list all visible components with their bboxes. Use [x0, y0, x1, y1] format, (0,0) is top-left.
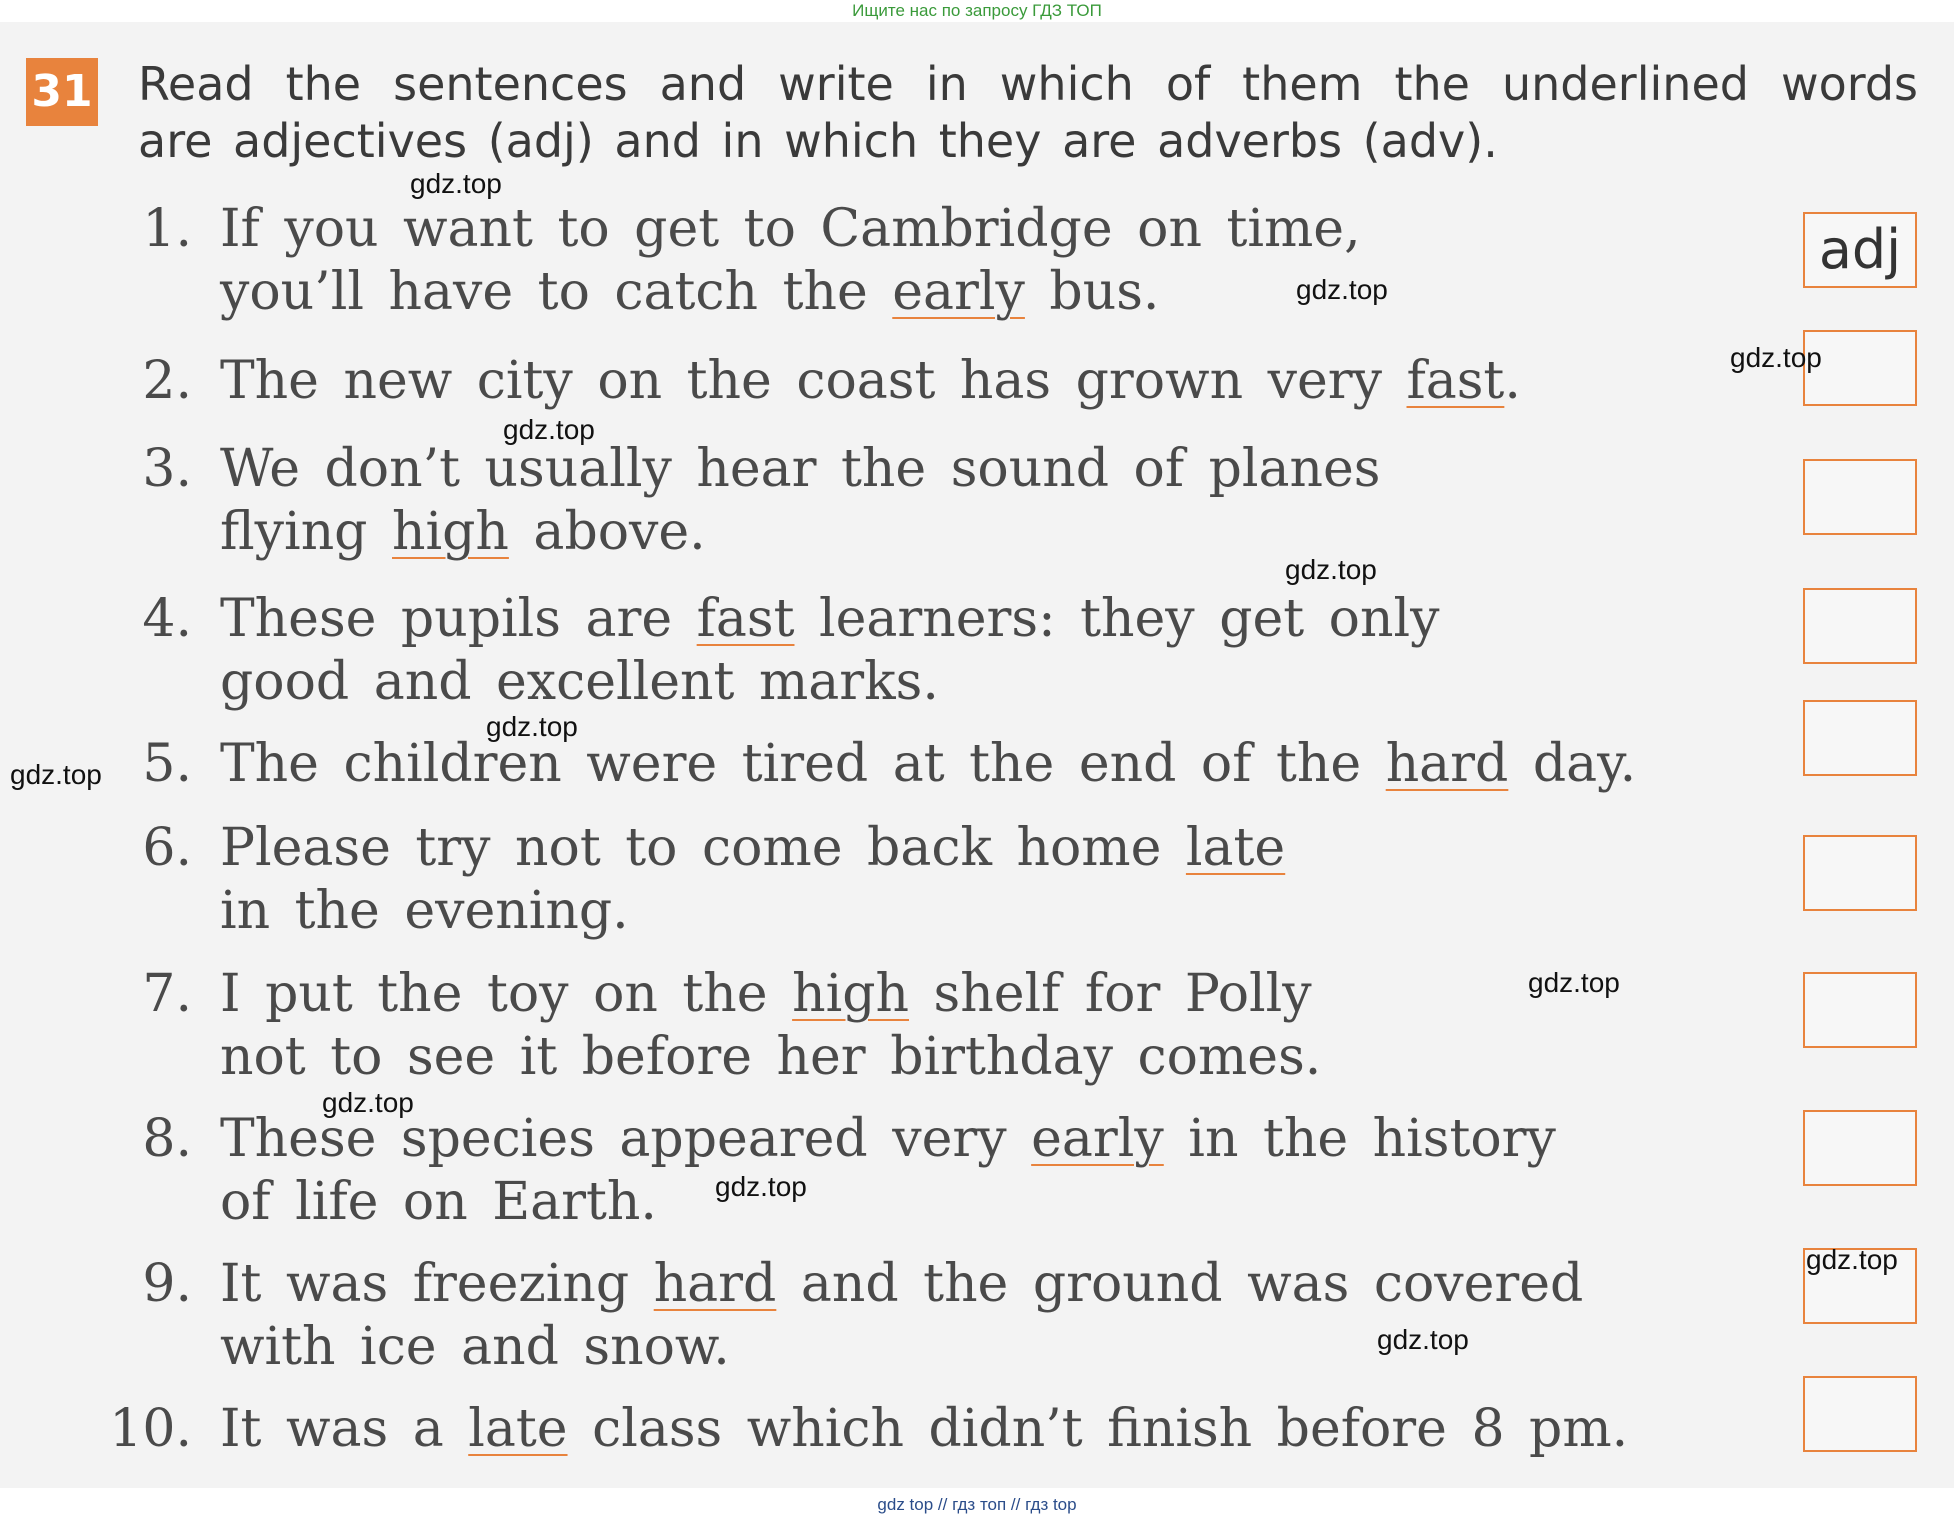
item-line: [220, 817, 1820, 880]
underlined-word: early: [1031, 1109, 1164, 1169]
answer-box-10[interactable]: [1803, 1376, 1917, 1452]
watermark: gdz.top: [410, 168, 502, 199]
text-segment: class which didn’t finish before 8 pm.: [567, 1399, 1629, 1459]
text-segment: shelf for Polly: [909, 964, 1312, 1024]
answer-box-4[interactable]: [1803, 588, 1917, 664]
watermark: gdz.top: [503, 414, 595, 445]
item-text: [220, 198, 1820, 324]
item-number: 2.: [142, 351, 192, 411]
item-number: 10.: [109, 1399, 192, 1459]
item-number: 4.: [142, 589, 192, 649]
item-line: If you want to get to Cambridge on time,: [220, 199, 1361, 259]
answer-box-8[interactable]: [1803, 1110, 1917, 1186]
item-text: [220, 733, 1820, 796]
watermark: gdz.top: [1528, 967, 1620, 998]
watermark: gdz.top: [1730, 342, 1822, 373]
watermark: gdz.top: [322, 1087, 414, 1118]
item-line: not to see it before her birthday comes.: [220, 1027, 1322, 1087]
text-segment: Please try not to come back home: [220, 818, 1186, 878]
item-number: 9.: [142, 1254, 192, 1314]
item-line: [220, 588, 1820, 651]
item-line: [220, 1108, 1820, 1171]
underlined-word: late: [468, 1399, 568, 1459]
watermark: gdz.top: [715, 1171, 807, 1202]
item-text: [220, 817, 1820, 943]
text-segment: These species appeared very: [220, 1109, 1032, 1169]
text-segment: It was freezing: [220, 1254, 654, 1314]
item-number: 3.: [142, 439, 192, 499]
item-line: [220, 1253, 1820, 1316]
text-segment: flying: [220, 502, 392, 562]
underlined-word: hard: [653, 1254, 777, 1314]
item-line: [220, 261, 1820, 324]
watermark: gdz.top: [1285, 554, 1377, 585]
answer-box-1[interactable]: [1803, 212, 1917, 288]
item-number: 6.: [142, 818, 192, 878]
text-segment: These pupils are: [220, 589, 697, 649]
text-segment: bus.: [1024, 262, 1160, 322]
item-text: [220, 350, 1820, 413]
instruction-line-1: Read the sentences and write in which of them the underlined words: [138, 57, 1918, 111]
item-line: in the evening.: [220, 881, 629, 941]
item-line: with ice and snow.: [220, 1317, 730, 1377]
item-line: of life on Earth.: [220, 1172, 657, 1232]
underlined-word: fast: [1406, 351, 1505, 411]
item-text: [220, 588, 1820, 714]
item-number: 5.: [142, 734, 192, 794]
exercise-number-badge: 31: [26, 58, 98, 126]
text-segment: you’ll have to catch the: [220, 262, 893, 322]
watermark: gdz.top: [1806, 1244, 1898, 1275]
underlined-word: high: [792, 964, 909, 1024]
watermark: gdz.top: [10, 759, 102, 790]
item-text: [220, 1398, 1820, 1461]
underlined-word: hard: [1385, 734, 1509, 794]
text-segment: .: [1504, 351, 1521, 411]
watermark: gdz.top: [1296, 274, 1388, 305]
text-segment: learners: they get only: [794, 589, 1440, 649]
item-line: [220, 350, 1820, 413]
underlined-word: early: [892, 262, 1025, 322]
answer-value: adj: [1818, 218, 1902, 281]
item-number: 1.: [142, 199, 192, 259]
item-text: [220, 1253, 1820, 1379]
answer-box-5[interactable]: [1803, 700, 1917, 776]
text-segment: in the history: [1163, 1109, 1556, 1169]
underlined-word: late: [1185, 818, 1286, 878]
item-number: 7.: [142, 964, 192, 1024]
item-line: [220, 733, 1820, 796]
answer-box-3[interactable]: [1803, 459, 1917, 535]
text-segment: The new city on the coast has grown very: [220, 351, 1407, 411]
text-segment: day.: [1508, 734, 1637, 794]
text-segment: and the ground was covered: [776, 1254, 1584, 1314]
item-text: [220, 1108, 1820, 1234]
watermark: gdz.top: [486, 711, 578, 742]
text-segment: I put the toy on the: [220, 964, 793, 1024]
instruction-line-2: are adjectives (adj) and in which they are adverbs (adv).: [138, 114, 1498, 168]
item-line: good and excellent marks.: [220, 652, 939, 712]
answer-box-7[interactable]: [1803, 972, 1917, 1048]
top-banner: Ищите нас по запросу ГДЗ ТОП: [852, 1, 1102, 20]
underlined-word: fast: [696, 589, 795, 649]
bottom-banner: gdz top // гдз топ // гдз top: [877, 1495, 1077, 1514]
text-segment: The children were tired at the end of the: [220, 734, 1386, 794]
item-line: [220, 501, 1820, 564]
text-segment: It was a: [220, 1399, 469, 1459]
answer-box-6[interactable]: [1803, 835, 1917, 911]
underlined-word: high: [392, 502, 509, 562]
item-line: We don’t usually hear the sound of planes: [220, 439, 1381, 499]
item-text: [220, 438, 1820, 564]
watermark: gdz.top: [1377, 1324, 1469, 1355]
text-segment: above.: [508, 502, 706, 562]
item-number: 8.: [142, 1109, 192, 1169]
exercise-instruction: [138, 56, 1918, 170]
item-line: [220, 1398, 1820, 1461]
